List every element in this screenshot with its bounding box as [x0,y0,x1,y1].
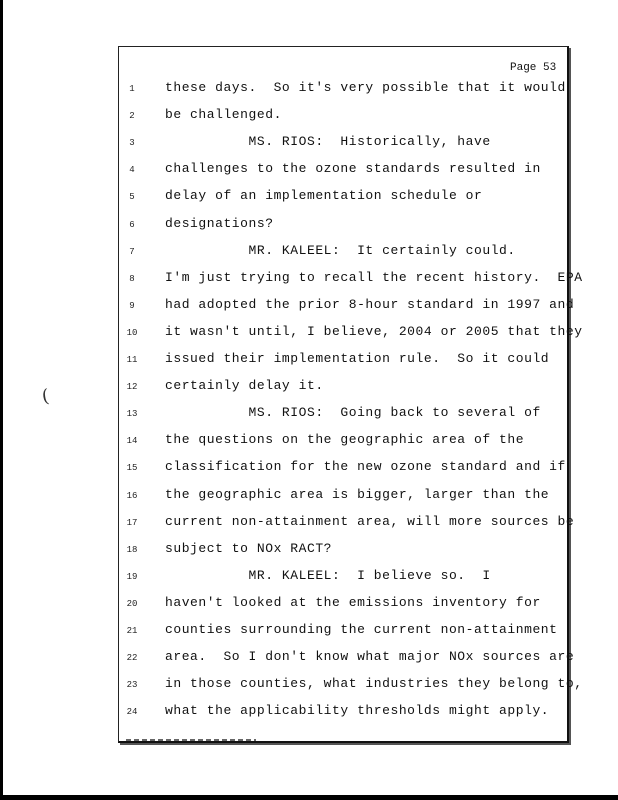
line-number: 15 [126,463,138,474]
line-number: 19 [126,571,138,582]
line-text: certainly delay it. [165,378,324,394]
line-number: 2 [129,111,135,122]
line-text: area. So I don't know what major NOx sources are [165,649,575,665]
line-number: 10 [126,327,138,338]
transcript-line [0,216,618,243]
transcript-line [0,622,618,649]
line-number: 6 [129,219,135,230]
transcript-line [0,405,618,432]
line-number: 1 [129,84,135,94]
line-text: I'm just trying to recall the recent history. EPA [165,269,583,285]
line-number: 5 [129,192,135,203]
transcript-line [0,80,618,107]
line-text: it wasn't until, I believe, 2004 or 2005 that they [165,323,583,339]
line-text: haven't looked at the emissions inventory for [165,594,541,610]
line-text: these days. So it's very possible that it would [165,80,566,95]
line-text: what the applicability thresholds might apply. [165,703,550,719]
line-text: MR. KALEEL: It certainly could. [165,242,516,258]
transcript-line [0,134,618,161]
line-number: 23 [126,680,138,691]
line-number: 24 [126,707,138,718]
line-number: 9 [129,300,135,311]
transcript-line [0,676,618,703]
line-text: counties surrounding the current non-attainment [165,622,558,637]
line-number: 4 [129,165,135,176]
line-text: current non-attainment area, will more sources be [165,513,575,529]
line-text: delay of an implementation schedule or [165,188,483,204]
line-text: MR. KALEEL: I believe so. I [165,567,491,583]
transcript-line [0,188,618,215]
line-text: the geographic area is bigger, larger than the [165,486,550,502]
transcript-line [0,649,618,676]
line-number: 8 [129,273,135,284]
line-number: 12 [126,382,138,393]
line-text: challenges to the ozone standards resulted in [165,161,541,177]
transcript-line [0,432,618,459]
line-number: 22 [126,653,138,664]
scan-border-bottom [0,795,618,800]
transcript-line [0,297,618,324]
line-number: 20 [126,598,138,609]
footer-scan-noise [126,739,256,741]
line-number: 16 [126,490,138,501]
line-text: subject to NOx RACT? [165,540,333,556]
line-text: MS. RIOS: Going back to several of [165,405,541,421]
line-text: be challenged. [165,107,282,123]
line-text: had adopted the prior 8-hour standard in 1997 and [165,296,575,312]
line-text: classification for the new ozone standard and if [165,459,566,475]
transcript-line [0,703,618,730]
transcript-line [0,487,618,514]
line-number: 14 [126,436,138,447]
line-number: 3 [129,138,135,149]
transcript-line [0,514,618,541]
transcript-line [0,107,618,134]
transcript-line [0,568,618,595]
transcript-line [0,541,618,568]
transcript-line [0,378,618,405]
transcript-line [0,270,618,297]
line-number: 21 [126,626,138,636]
page-number: Page 53 [510,62,557,74]
line-text: in those counties, what industries they belong to, [165,676,583,692]
line-number: 11 [126,355,138,365]
line-text: the questions on the geographic area of the [165,432,525,448]
line-text: issued their implementation rule. So it could [165,351,550,366]
line-text: designations? [165,215,274,231]
line-text: MS. RIOS: Historically, have [165,134,491,150]
transcript-line [0,324,618,351]
transcript-line [0,351,618,378]
transcript-line [0,243,618,270]
transcript-line [0,459,618,486]
line-number: 13 [126,409,138,420]
margin-mark-icon: ( [40,385,51,408]
line-number: 7 [129,246,135,257]
line-number: 18 [126,544,138,555]
line-number: 17 [126,517,138,528]
transcript-line [0,161,618,188]
transcript-line [0,595,618,622]
